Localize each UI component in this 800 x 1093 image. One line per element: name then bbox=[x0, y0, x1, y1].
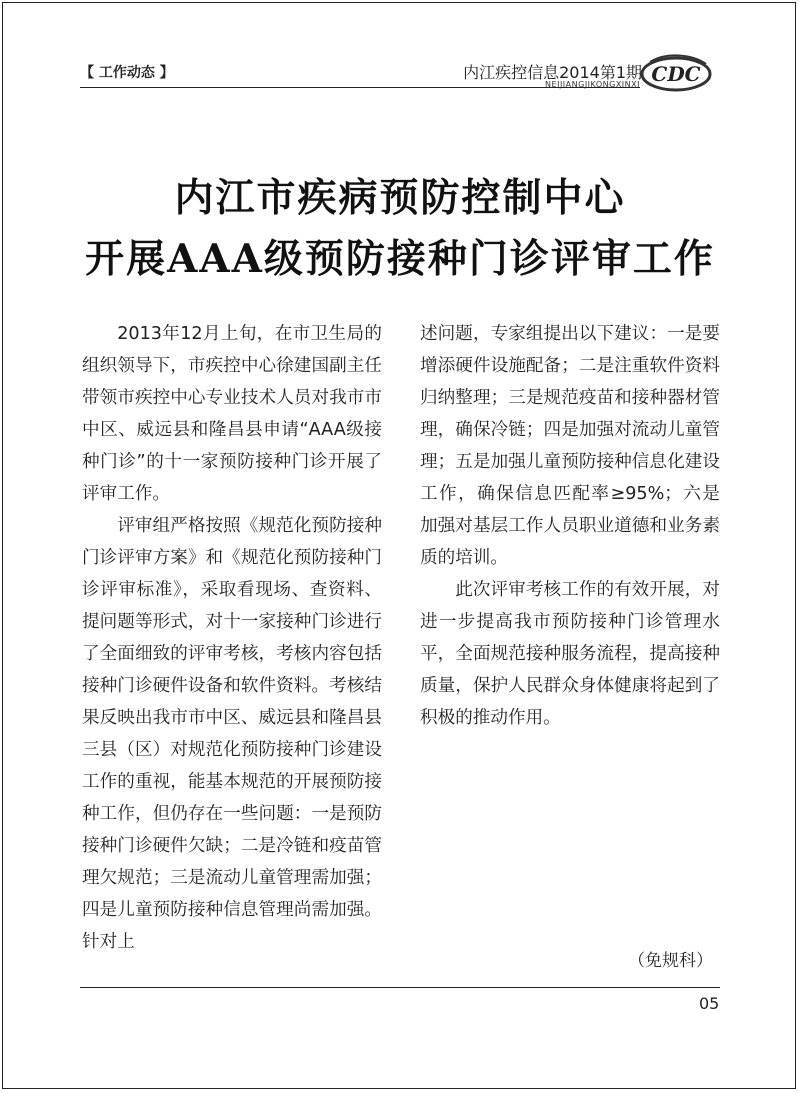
issue-subtitle: NEIJIANGJIKONGXINXI bbox=[545, 80, 640, 89]
cdc-logo-icon bbox=[636, 50, 716, 96]
paragraph-1: 2013年12月上旬，在市卫生局的组织领导下，市疾控中心徐建国副主任带领市疾控中心专业技术人员对我市市中区、威远县和隆昌县申请“AAA级接种门诊”的十一家预防接种门诊开展了评审工作。 bbox=[82, 324, 382, 504]
footer-rule bbox=[80, 987, 720, 988]
article-title-line-2: 开展AAA级预防接种门诊评审工作 bbox=[85, 236, 715, 282]
issue-title: 内江疾控信息2014第1期 bbox=[463, 63, 642, 82]
logo-text: CDC bbox=[651, 62, 701, 86]
article-title-line-1: 内江市疾病预防控制中心 bbox=[174, 175, 626, 221]
paragraph-4: 此次评审考核工作的有效开展，对进一步提高我市预防接种门诊管理水平，全面规范接种服务流程，提高接种质量，保护人民群众身体健康将起到了积极的推动作用。 bbox=[420, 580, 720, 728]
left-column bbox=[82, 318, 382, 958]
section-tag: 【 工作动态 】 bbox=[80, 65, 174, 81]
page-number: 05 bbox=[699, 994, 720, 1013]
header-rule bbox=[80, 87, 640, 88]
right-column bbox=[420, 318, 720, 734]
article-author: （免规科） bbox=[628, 951, 713, 971]
paragraph-2: 评审组严格按照《规范化预防接种门诊评审方案》和《规范化预防接种门诊评审标准》，采取看现场、查资料、提问题等形式，对十一家接种门诊进行了全面细致的评审考核，考核内容包括接种门诊硬件设备和软件资料。考核结果反映出我市市中区、威远县和隆昌县三县（区）对规范化预防接种门诊建设工作的重视，能基本规范的开展预防接种工作，但仍存在一些问题：一是预防接种门诊硬件欠缺；二是冷链和疫苗管理欠规范；三是流动儿童管理需加强；四是儿童预防接种信息管理尚需加强。针对上 bbox=[82, 516, 382, 952]
paragraph-3: 述问题，专家组提出以下建议：一是要增添硬件设施配备；二是注重软件资料归纳整理；三是规范疫苗和接种器材管理，确保冷链；四是加强对流动儿童管理；五是加强儿童预防接种信息化建设工作，确保信息匹配率≥95%；六是加强对基层工作人员职业道德和业务素质的培训。 bbox=[420, 324, 720, 568]
